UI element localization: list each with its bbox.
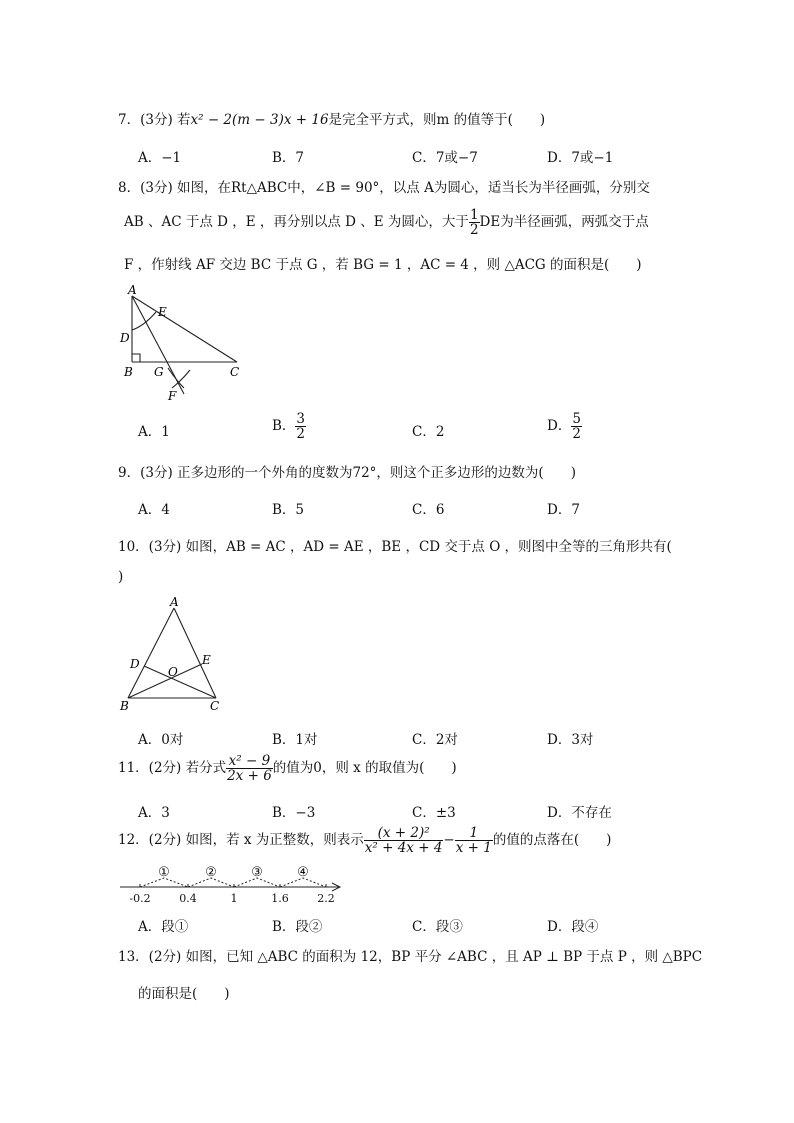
q13-line2: 的面积是( )	[138, 986, 230, 1002]
q12-option-c[interactable]: C．段③	[412, 919, 463, 935]
q8-label-e: E	[158, 305, 167, 319]
q10-label-b: B	[120, 699, 129, 713]
q11-frac-den: 2x + 6	[227, 768, 272, 785]
q12-fraction-2	[455, 826, 493, 855]
q8-label-d: D	[120, 331, 130, 345]
q8-line2-part-b: DE为半径画弧，两弧交于点	[479, 214, 649, 231]
q11-stem	[118, 754, 457, 783]
q7-expression: x² − 2(m − 3)x + 16	[190, 112, 329, 128]
q9-stem: 9．(3分) 正多边形的一个外角的度数为72°，则这个正多边形的边数为( )	[118, 465, 576, 481]
q10-option-c[interactable]: C．2对	[412, 732, 458, 748]
q12-option-a[interactable]: A．段①	[138, 919, 189, 935]
q11-option-d[interactable]: D．不存在	[547, 805, 612, 821]
q12-segment-label-1: ①	[158, 865, 170, 880]
q8-option-d-label: D．	[547, 418, 572, 435]
q12-segment-label-3: ③	[251, 865, 263, 880]
q10-option-d[interactable]: D．3对	[547, 732, 594, 748]
q11-head: 11．(2分) 若分式	[118, 760, 227, 777]
q7-stem	[118, 108, 545, 128]
q12-frac2-den: x + 1	[455, 840, 492, 857]
q10-figure	[112, 596, 232, 716]
q12-fraction-1	[364, 826, 444, 855]
q8-arc-center-a	[132, 312, 156, 330]
q7-option-a[interactable]: A．−1	[138, 150, 182, 166]
q8-option-d-den: 2	[572, 426, 581, 443]
q8-line3: F ，作射线 AF 交边 BC 于点 G ，若 BG = 1 ，AC = 4 ，则 △ACG 的面积是( )	[124, 257, 642, 273]
q10-option-b[interactable]: B．1对	[272, 732, 318, 748]
q8-frac-den: 2	[469, 222, 479, 239]
q12-minus: −	[443, 832, 455, 849]
q8-right-angle	[132, 354, 140, 362]
q7-option-c[interactable]: C．7或−7	[412, 150, 478, 166]
q8-figure	[112, 284, 257, 404]
q8-option-d[interactable]	[547, 412, 582, 441]
q12-tick-label-4: 1.6	[271, 892, 289, 905]
q10-line2: )	[118, 569, 124, 585]
q10-label-c: C	[210, 699, 220, 713]
q12-tick-label-1: -0.2	[129, 892, 151, 905]
q8-line1: 8．(3分) 如图，在Rt△ABC中，∠B = 90°，以点 A为圆心，适当长为半径画弧，分别交	[118, 180, 650, 196]
q9-option-a[interactable]: A．4	[138, 502, 170, 518]
q8-fraction-half	[469, 208, 480, 237]
q11-frac-num: x² − 9	[226, 754, 273, 769]
q8-label-g: G	[154, 365, 164, 379]
q9-option-d[interactable]: D．7	[547, 502, 580, 518]
q8-option-b-num: 3	[296, 411, 306, 427]
q7-head: 7．(3分) 若	[118, 112, 191, 128]
q8-option-b-label: B．	[272, 418, 296, 435]
q11-option-a[interactable]: A．3	[138, 805, 170, 821]
q12-frac2-num: 1	[455, 826, 493, 841]
q8-label-a: A	[128, 284, 137, 297]
q10-label-a: A	[170, 596, 179, 609]
q8-option-a[interactable]: A．1	[138, 424, 170, 440]
q12-option-d[interactable]: D．段④	[547, 919, 599, 935]
q11-fraction	[226, 754, 273, 783]
q10-label-e: E	[202, 653, 211, 667]
q8-label-c: C	[230, 365, 240, 379]
q13-line1: 13．(2分) 如图，已知 △ABC 的面积为 12，BP 平分 ∠ABC ，且 AP ⊥ BP 于点 P ，则 △BPC	[118, 949, 703, 965]
q12-tick-label-2: 0.4	[179, 892, 197, 905]
q12-head: 12．(2分) 如图，若 x 为正整数，则表示	[118, 832, 364, 849]
q8-option-b[interactable]	[272, 412, 306, 441]
q9-option-c[interactable]: C．6	[412, 502, 445, 518]
q12-segment-label-2: ②	[205, 865, 217, 880]
q8-label-b: B	[124, 365, 133, 379]
q12-stem	[118, 826, 611, 855]
q10-side-ab	[128, 608, 174, 698]
q10-label-d: D	[130, 657, 140, 671]
q8-frac-num: 1	[469, 207, 479, 223]
q8-line2	[124, 208, 649, 237]
q10-segment-cd	[144, 666, 216, 698]
q12-number-line	[118, 862, 350, 906]
q10-line1: 10．(3分) 如图，AB = AC ，AD = AE ，BE ，CD 交于点 O ，则图中全等的三角形共有(	[118, 539, 672, 555]
q8-label-f: F	[168, 389, 177, 403]
q8-option-d-fraction	[571, 412, 582, 441]
q7-option-d[interactable]: D．7或−1	[547, 150, 614, 166]
q11-option-b[interactable]: B．−3	[272, 805, 316, 821]
q12-frac1-num: (x + 2)²	[364, 826, 444, 841]
q12-tail: 的值的点落在( )	[492, 832, 612, 849]
q11-tail: 的值为0，则 x 的取值为( )	[272, 760, 457, 777]
q12-frac1-den: x² + 4x + 4	[364, 840, 443, 857]
q7-tail: 是完全平方式，则m 的值等于( )	[328, 112, 546, 128]
q12-tick-label-5: 2.2	[317, 892, 335, 905]
q8-option-b-fraction	[295, 412, 306, 441]
q10-label-o: O	[168, 665, 178, 679]
q11-option-c[interactable]: C．±3	[412, 805, 456, 821]
q12-segment-label-4: ④	[297, 865, 309, 880]
q8-option-b-den: 2	[296, 426, 306, 443]
q8-option-c[interactable]: C．2	[412, 424, 445, 440]
q7-option-b[interactable]: B．7	[272, 150, 305, 166]
q12-tick-label-3: 1	[230, 892, 238, 905]
q8-side-ac	[132, 296, 237, 362]
q9-option-b[interactable]: B．5	[272, 502, 305, 518]
q8-line2-part-a: AB 、AC 于点 D ，E ，再分别以点 D 、E 为圆心，大于	[124, 214, 469, 231]
q8-option-d-num: 5	[572, 411, 581, 427]
q12-option-b[interactable]: B．段②	[272, 919, 323, 935]
q10-option-a[interactable]: A．0对	[138, 732, 184, 748]
